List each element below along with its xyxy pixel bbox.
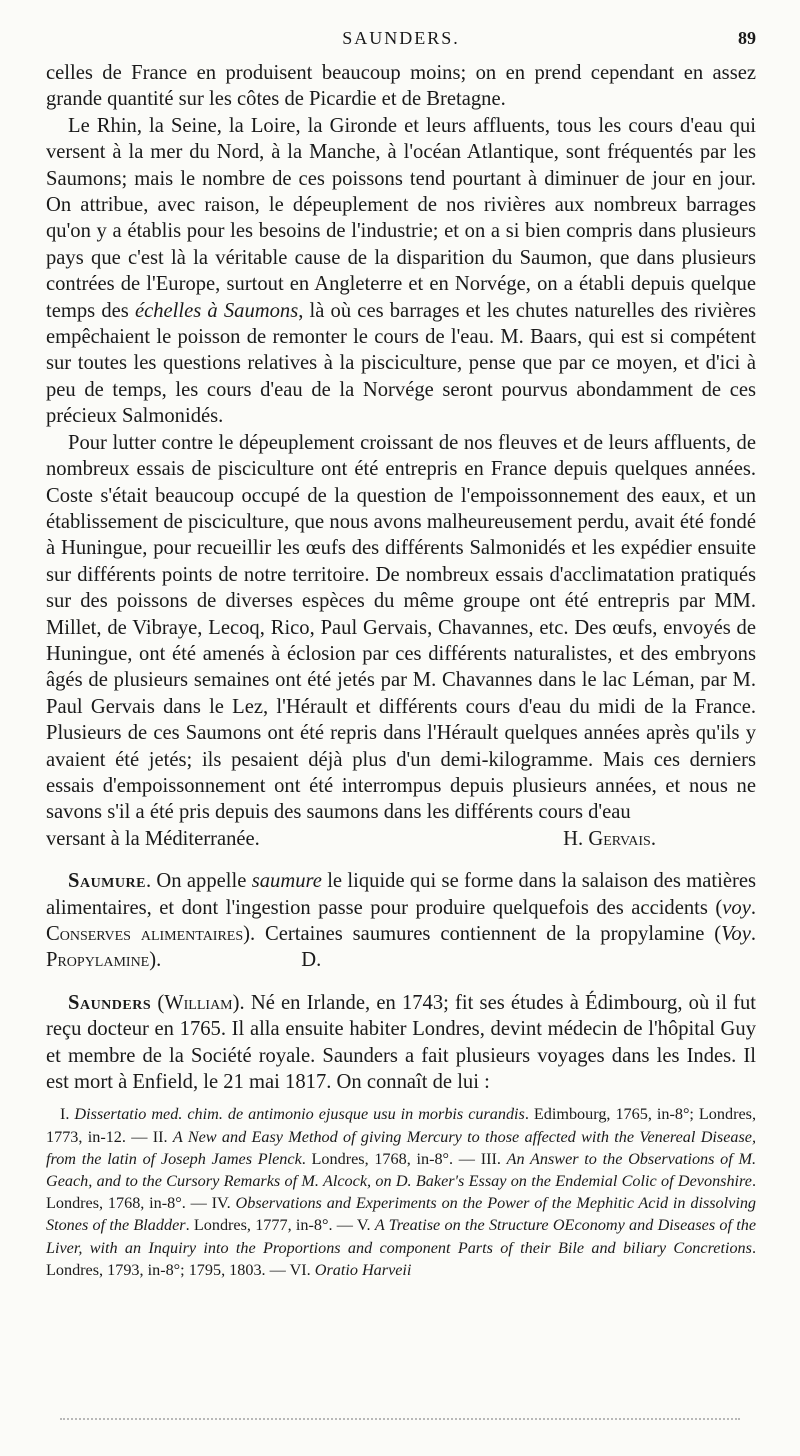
crossref-propylamine: Propylamine bbox=[46, 949, 150, 972]
page-number: 89 bbox=[738, 28, 756, 48]
p2-text-after: , là où ces barrages et les chutes naturelles des rivières empêchaient le poisson de remonter le cours de l'eau. M. Baars, qui est si compétent sur toutes les questions relatives à la pisciculture, pense que par ce moyen, et d'ici à peu de temps, les cours d'eau de la Norvége seront pourvus abondamment de ces précieux Salmonidés. bbox=[46, 299, 757, 428]
author-signature-d: D. bbox=[301, 949, 322, 972]
page-bottom-divider bbox=[60, 1418, 740, 1420]
ref-title-6: Oratio Harveii bbox=[314, 1260, 412, 1279]
ref-title-4: Observations and Experiments on the Power of the Mephitic Acid in dissolving Stones of the Bladder bbox=[46, 1194, 757, 1235]
p2-text-before: Le Rhin, la Seine, la Loire, la Gironde et leurs affluents, tous les cours d'eau qui versent à la mer du Nord, à la Manche, à l'océan Atlantique, sont fréquentés par les Saumons; mais le nombre de ces poissons tend pourtant à diminuer de jour en jour. On attribue, avec raison, le dépeuplement de nos rivières aux nombreux barrages qu'on y a établis pour les besoins de l'industrie; et on a si bien compris dans plusieurs pays que c'est là la véritable cause de la disparition du Saumon, que dans plusieurs contrées de l'Europe, surtout en Angleterre et en Norvége, on a établi depuis quelque temps des bbox=[46, 114, 756, 322]
entry-head-saunders: Saunders bbox=[68, 991, 152, 1014]
entry-head-saumure: Saumure bbox=[68, 870, 146, 893]
saumon-paragraph-2 bbox=[46, 113, 756, 430]
author-signature-gervais: H. Gervais. bbox=[563, 827, 656, 850]
term-saumure: saumure bbox=[251, 870, 322, 893]
ref-title-5: A Treatise on the Structure OEconomy and Diseases of the Liver, with an Inquiry into the Proportions and component Parts of their Bile and biliary Concretions bbox=[46, 1216, 757, 1257]
saunders-biography: . Né en Irlande, en 1743; fit ses études à Édimbourg, où il fut reçu docteur en 1765. Il alla ensuite habiter Londres, devint médecin de l'hôpital Guy et membre de la Société royale. Saunders a fait plusieurs voyages dans les Indes. Il est mort à Enfield, le 21 mai 1817. On connaît de lui : bbox=[46, 991, 756, 1094]
saunders-bibliography: I. Dissertatio med. chim. de antimonio ejusque usu in morbis curandis. Edimbourg, 1765, in-8°; Londres, 1773, in-12. — II. A New and Easy Method of giving Mercury to those affected with the Venereal Disease, from the latin of Joseph James Plenck. Londres, 1768, in-8°. — III. An Answer to the Observations of M. Geach, and to the Cursory Remarks of M. Alcock, on D. Baker's Essay on the Endemial Colic of Devonshire. Londres, 1768, in-8°. — IV. Observations and Experiments on the Power of the Mephitic Acid in dissolving Stones of the Bladder. Londres, 1777, in-8°. — V. A Treatise on the Structure OEconomy and Diseases of the Liver, with an Inquiry into the Proportions and component Parts of their Bile and biliary Concretions. Londres, 1793, in-8°; 1795, 1803. — VI. Oratio Harveii bbox=[46, 1105, 757, 1279]
article-body bbox=[46, 60, 756, 1281]
entry-saunders bbox=[46, 990, 756, 1096]
saumon-paragraph-1: celles de France en produisent beaucoup moins; on en prend cependant en assez grande quantité sur les côtes de Picardie et de Bretagne. bbox=[46, 62, 756, 111]
p2-italic-term: échelles à Saumons bbox=[134, 299, 299, 322]
ref-title-2: A New and Easy Method of giving Mercury to those affected with the Venereal Disease, from the latin of Joseph James Plenck bbox=[46, 1127, 757, 1168]
running-title: SAUNDERS. bbox=[342, 28, 460, 48]
entry-saumure: Saumure. On appelle saumure le liquide qui se forme dans la salaison des matières alimentaires, et dont l'ingestion passe pour produire quelquefois des accidents (voy. Conserves alimentaires). Certaines saumures contiennent de la propylamine (Voy. Propylamine). D. bbox=[46, 870, 756, 972]
saumon-closing-line bbox=[46, 826, 756, 852]
saumon-last-line: versant à la Méditerranée. bbox=[46, 827, 260, 850]
running-header bbox=[46, 28, 756, 52]
saumon-paragraph-3: Pour lutter contre le dépeuplement croissant de nos fleuves et de leurs affluents, de nombreux essais de pisciculture ont été entrepris en France depuis quelques années. Coste s'était beaucoup occupé de la question de l'empoissonnement des eaux, et un établissement de pisciculture, que nous avons malheureusement perdu, avait été fondé à Huningue, pour recueillir les œufs des différents Salmonidés et les expédier ensuite sur différents points de notre territoire. De nombreux essais d'acclimatation pratiqués sur des poissons de diverses espèces du même groupe ont été entrepris par MM. Millet, de Vibraye, Lecoq, Rico, Paul Gervais, Chavannes, etc. Des œufs, envoyés de Huningue, ont été amenés à éclosion par ces différents naturalistes, et des embryons âgés de plusieurs semaines ont été jetés par M. Chavannes dans le lac Léman, par M. Paul Gervais dans le Lez, l'Hérault et différents cours d'eau du midi de la France. Plusieurs de ces Saumons ont été repris dans l'Hérault quelques années après qu'ils y avaient été jetés; ils pesaient déjà plus d'un demi-kilogramme. Mais ces derniers essais d'empoissonnement ont été interrompus depuis plusieurs années, et nous ne savons s'il a été pris depuis des saumons dans les différents cours d'eau bbox=[46, 431, 756, 824]
saunders-given-name: (William) bbox=[157, 991, 240, 1014]
crossref-conserves: Conserves alimentaires bbox=[46, 923, 244, 945]
ref-title-3: An Answer to the Observations of M. Geach, and to the Cursory Remarks of M. Alcock, on D. Baker's Essay on the Endemial Colic of Devonshire bbox=[46, 1149, 756, 1191]
ref-title-1: Dissertatio med. chim. de antimonio ejusque usu in morbis curandis bbox=[74, 1105, 525, 1124]
